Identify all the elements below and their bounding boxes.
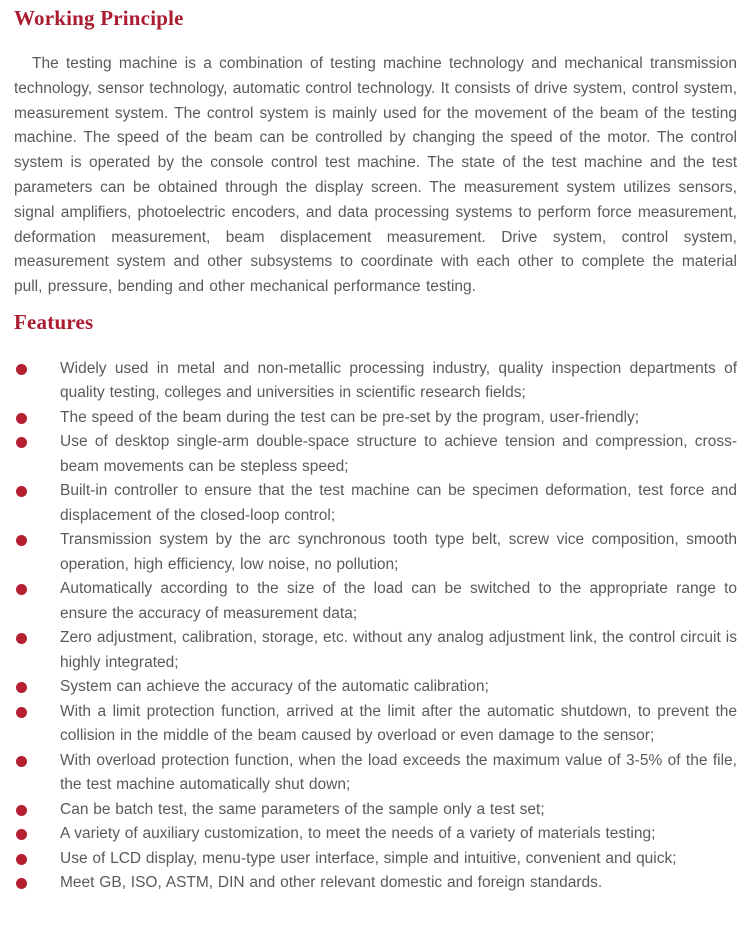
bullet-icon	[16, 805, 27, 816]
feature-item-text: Widely used in metal and non-metallic processing industry, quality inspection departments of quality testing, colleges and universities in scientific research fields;	[60, 359, 737, 402]
list-item	[14, 528, 737, 577]
bullet-icon	[16, 364, 27, 375]
feature-item-text: Use of desktop single-arm double-space structure to achieve tension and compression, cross-beam movements can be stepless speed;	[60, 433, 737, 475]
list-item	[14, 357, 737, 406]
working-principle-heading: Working Principle	[14, 6, 184, 30]
feature-item-text: With overload protection function, when the load exceeds the maximum value of 3-5% of the file, the test machine automatically shut down;	[60, 751, 737, 794]
list-item	[14, 406, 737, 431]
list-item	[14, 822, 737, 847]
bullet-icon	[16, 584, 27, 595]
list-item	[14, 577, 737, 626]
bullet-icon	[16, 878, 27, 889]
feature-item-text: A variety of auxiliary customization, to meet the needs of a variety of materials testing;	[60, 825, 656, 843]
feature-item-text: With a limit protection function, arrived at the limit after the automatic shutdown, to prevent the collision in the middle of the beam caused by overload or even damage to the sensor;	[60, 702, 737, 745]
list-item	[14, 798, 737, 823]
bullet-icon	[16, 854, 27, 865]
bullet-icon	[16, 829, 27, 840]
bullet-icon	[16, 756, 27, 767]
feature-item-text: Meet GB, ISO, ASTM, DIN and other relevant domestic and foreign standards.	[60, 874, 603, 892]
list-item	[14, 675, 737, 700]
list-item	[14, 626, 737, 675]
feature-item-text: System can achieve the accuracy of the automatic calibration;	[60, 678, 489, 696]
bullet-icon	[16, 535, 27, 546]
bullet-icon	[16, 633, 27, 644]
feature-item-text: Can be batch test, the same parameters of the sample only a test set;	[60, 800, 545, 818]
feature-item-text: Automatically according to the size of the load can be switched to the appropriate range to ensure the accuracy of measurement data;	[60, 580, 737, 622]
feature-item-text: Use of LCD display, menu-type user interface, simple and intuitive, convenient and quick;	[60, 849, 677, 867]
features-list	[14, 357, 737, 896]
list-item	[14, 749, 737, 798]
bullet-icon	[16, 682, 27, 693]
feature-item-text: Zero adjustment, calibration, storage, etc. without any analog adjustment link, the control circuit is highly integrated;	[60, 629, 737, 671]
list-item	[14, 479, 737, 528]
bullet-icon	[16, 437, 27, 448]
list-item	[14, 871, 737, 896]
list-item	[14, 847, 737, 872]
working-principle-paragraph: The testing machine is a combination of testing machine technology and mechanical transmission technology, sensor technology, automatic control technology. It consists of drive system, control system, measurement system. The control system is mainly used for the movement of the beam of the testing machine. The speed of the beam can be controlled by changing the speed of the motor. The control system is operated by the console control test machine. The state of the test machine and the test parameters can be obtained through the display screen. The measurement system utilizes sensors, signal amplifiers, photoelectric encoders, and data processing systems to perform force measurement, deformation measurement, beam displacement measurement. Drive system, control system, measurement system and other subsystems to coordinate with each other to complete the material pull, pressure, bending and other mechanical performance testing.	[14, 55, 737, 296]
bullet-icon	[16, 486, 27, 497]
feature-item-text: Built-in controller to ensure that the test machine can be specimen deformation, test force and displacement of the closed-loop control;	[60, 482, 737, 524]
feature-item-text: The speed of the beam during the test can be pre-set by the program, user-friendly;	[60, 408, 640, 426]
list-item	[14, 700, 737, 749]
features-heading: Features	[14, 309, 94, 334]
feature-item-text: Transmission system by the arc synchronous tooth type belt, screw vice composition, smooth operation, high efficiency, low noise, no pollution;	[60, 531, 737, 573]
bullet-icon	[16, 707, 27, 718]
list-item	[14, 430, 737, 479]
bullet-icon	[16, 413, 27, 424]
